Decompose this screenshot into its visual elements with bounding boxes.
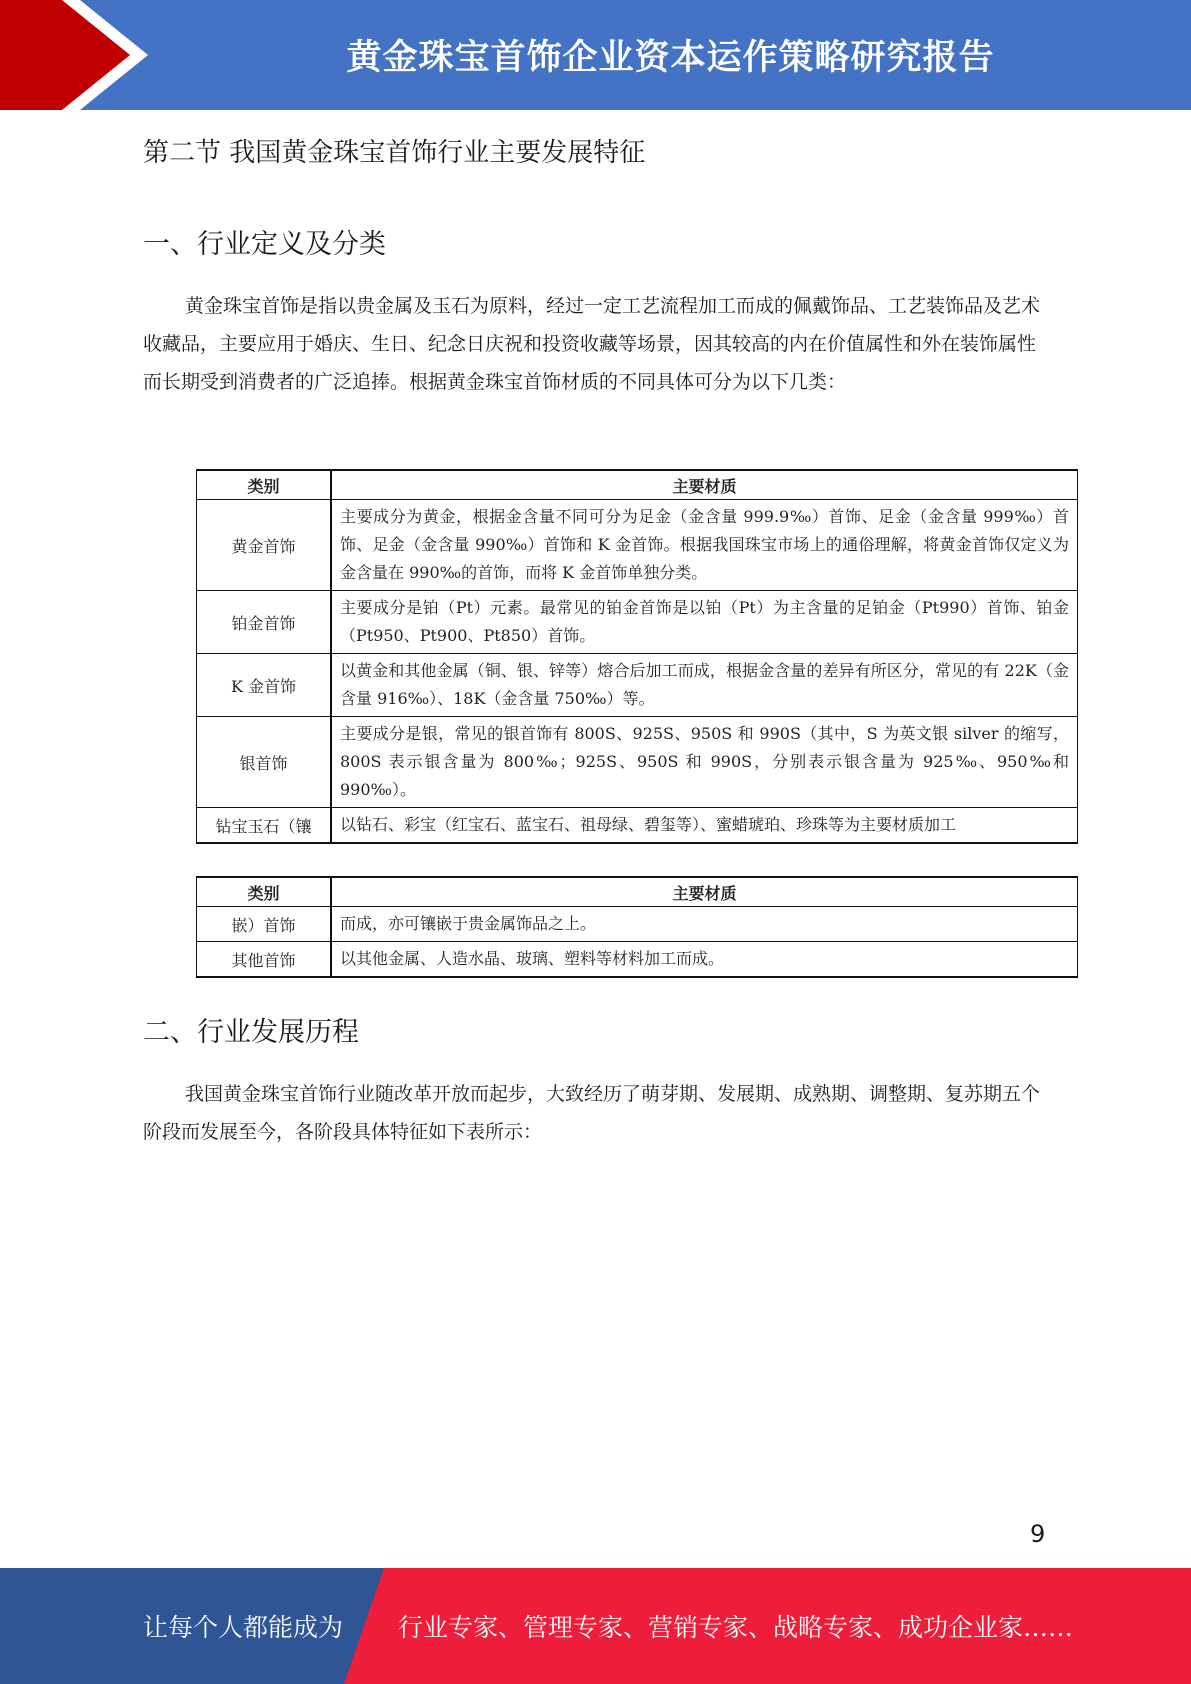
paragraph-industry-history: 我国黄金珠宝首饰行业随改革开放而起步，大致经历了萌芽期、发展期、成熟期、调整期、复苏期五个阶段而发展至今，各阶段具体特征如下表所示： (143, 1083, 1041, 1143)
column-header-material: 主要材质 (331, 877, 1078, 907)
table-row (197, 808, 1078, 844)
category-cell: 铂金首饰 (197, 591, 332, 654)
category-cell: 银首饰 (197, 717, 332, 808)
materials-table-2 (196, 876, 1078, 978)
table-row (197, 942, 1078, 978)
heading-industry-history: 二、行业发展历程 (143, 1017, 359, 1048)
category-cell: 其他首饰 (197, 942, 332, 978)
paragraph-industry-definition: 黄金珠宝首饰是指以贵金属及玉石为原料，经过一定工艺流程加工而成的佩戴饰品、工艺装饰品及艺术收藏品，主要应用于婚庆、生日、纪念日庆祝和投资收藏等场景，因其较高的内在价值属性和外在装饰属性而长期受到消费者的广泛追捧。根据黄金珠宝首饰材质的不同具体可分为以下几类： (143, 295, 1041, 393)
column-header-category: 类别 (197, 877, 332, 907)
category-cell: 钻宝玉石（镶 (197, 808, 332, 844)
table-header-row (197, 470, 1078, 500)
section-title: 第二节 我国黄金珠宝首饰行业主要发展特征 (143, 138, 646, 168)
table-row (197, 500, 1078, 591)
page-header (0, 0, 1191, 110)
footer-slogan-right: 行业专家、管理专家、营销专家、战略专家、成功企业家…… (398, 1613, 1074, 1642)
footer-slogan-left: 让每个人都能成为 (143, 1613, 344, 1642)
material-cell: 而成，亦可镶嵌于贵金属饰品之上。 (331, 907, 1078, 942)
category-cell: 黄金首饰 (197, 500, 332, 591)
materials-table-1 (196, 469, 1078, 844)
material-cell: 以其他金属、人造水晶、玻璃、塑料等材料加工而成。 (331, 942, 1078, 978)
material-cell: 以钻石、彩宝（红宝石、蓝宝石、祖母绿、碧玺等）、蜜蜡琥珀、珍珠等为主要材质加工 (331, 808, 1078, 844)
material-cell: 以黄金和其他金属（铜、银、锌等）熔合后加工而成，根据金含量的差异有所区分，常见的有 22K（金含量 916‰）、18K（金含量 750‰）等。 (331, 654, 1078, 717)
column-header-material: 主要材质 (331, 470, 1078, 500)
material-cell: 主要成分是银，常见的银首饰有 800S、925S、950S 和 990S（其中，S 为英文银 silver 的缩写，800S 表示银含量为 800‰；925S、950S 和 990S，分别表示银含量为 925‰、950‰和 990‰）。 (331, 717, 1078, 808)
table-row (197, 907, 1078, 942)
table-row (197, 654, 1078, 717)
page-footer (0, 1568, 1191, 1684)
category-cell: K 金首饰 (197, 654, 332, 717)
report-title: 黄金珠宝首饰企业资本运作策略研究报告 (346, 38, 995, 78)
material-cell: 主要成分是铂（Pt）元素。最常见的铂金首饰是以铂（Pt）为主含量的足铂金（Pt990）首饰、铂金（Pt950、Pt900、Pt850）首饰。 (331, 591, 1078, 654)
category-cell: 嵌）首饰 (197, 907, 332, 942)
column-header-category: 类别 (197, 470, 332, 500)
table-header-row (197, 877, 1078, 907)
table-row (197, 717, 1078, 808)
table-row (197, 591, 1078, 654)
page-number: 9 (1030, 1520, 1046, 1548)
material-cell: 主要成分为黄金，根据金含量不同可分为足金（金含量 999.9‰）首饰、足金（金含量 999‰）首饰、足金（金含量 990‰）首饰和 K 金首饰。根据我国珠宝市场上的通俗理解，将黄金首饰仅定义为金含量在 990‰的首饰，而将 K 金首饰单独分类。 (331, 500, 1078, 591)
heading-industry-definition: 一、行业定义及分类 (143, 229, 386, 260)
